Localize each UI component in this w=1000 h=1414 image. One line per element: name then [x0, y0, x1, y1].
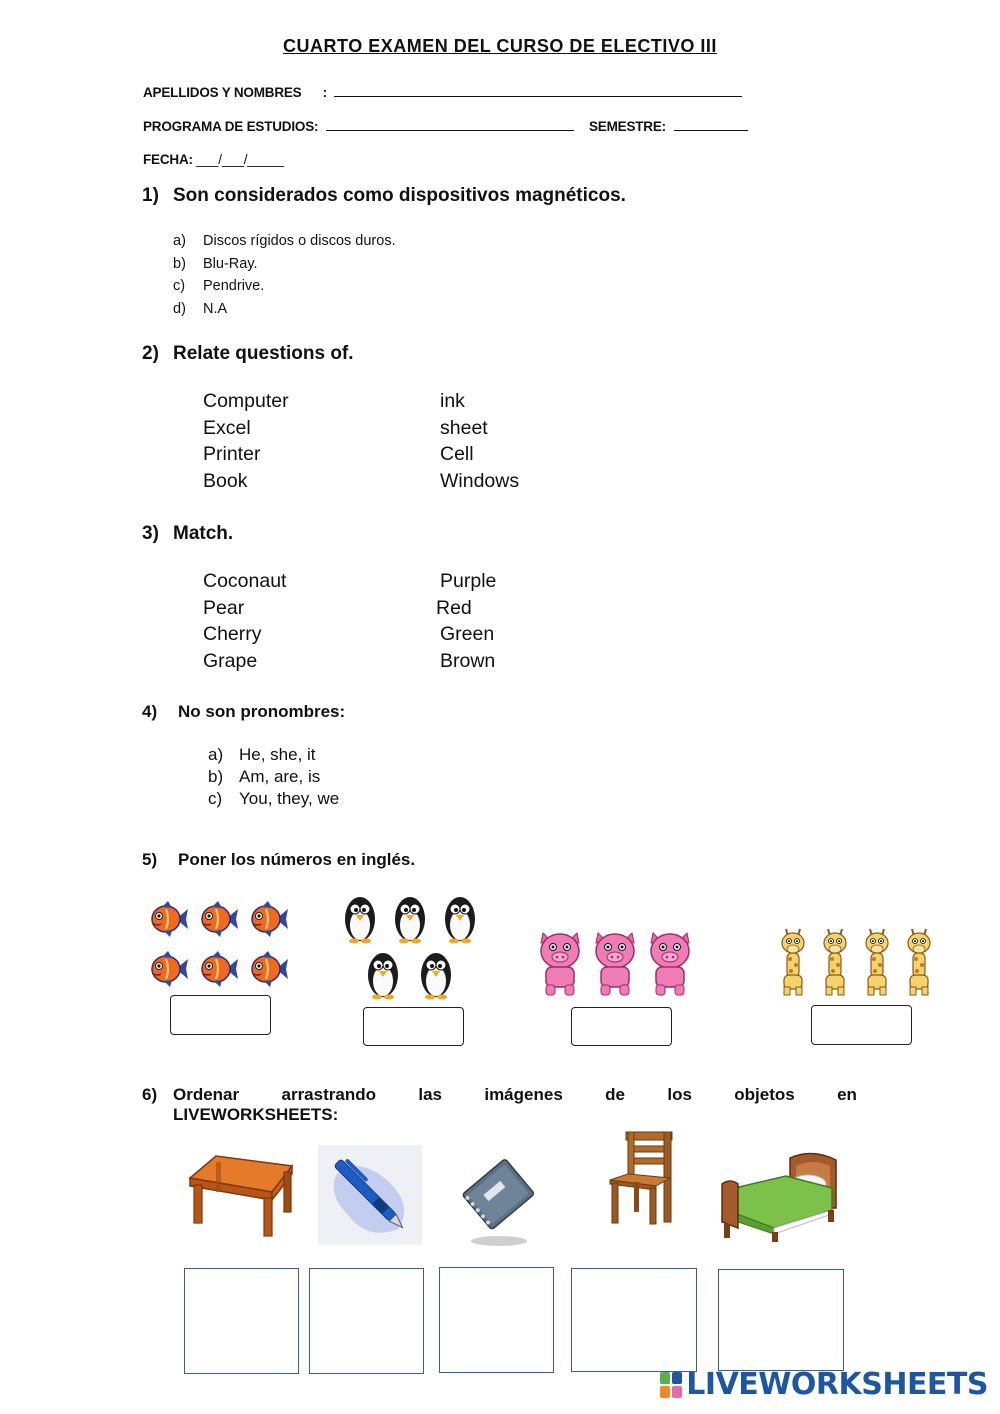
option-text: He, she, it	[239, 745, 316, 764]
question-3-text: Match.	[173, 523, 234, 544]
question-6-word: los	[667, 1085, 692, 1104]
match-left-item[interactable]: Grape	[203, 650, 258, 673]
program-field-row	[143, 118, 748, 134]
question-5-number: 5)	[142, 850, 158, 869]
question-3-right-column	[436, 568, 497, 675]
question-4	[142, 702, 345, 722]
drop-box-4[interactable]	[571, 1268, 697, 1372]
question-4-text: No son pronombres:	[178, 702, 346, 721]
option-text: Am, are, is	[239, 767, 321, 786]
notebook-image[interactable]	[447, 1145, 552, 1250]
drop-box-1[interactable]	[184, 1268, 299, 1374]
question-6-line-1	[173, 1085, 857, 1105]
semester-label: SEMESTRE:	[589, 119, 666, 134]
option-d[interactable]	[173, 298, 396, 321]
option-b[interactable]	[208, 766, 339, 788]
option-text: Blu-Ray.	[203, 255, 258, 272]
question-3-number: 3)	[142, 523, 159, 544]
match-left-item[interactable]: Cherry	[203, 623, 262, 646]
answer-box-fish[interactable]	[170, 995, 271, 1035]
match-right-item[interactable]: Windows	[440, 470, 520, 493]
match-left-item[interactable]: Book	[203, 470, 248, 493]
match-right-item[interactable]: Purple	[440, 570, 497, 592]
match-left-item[interactable]: Printer	[203, 443, 261, 466]
question-6	[142, 1085, 857, 1125]
option-a[interactable]	[173, 230, 396, 253]
option-letter: b)	[173, 255, 186, 272]
liveworksheets-logo-text: LIVEWORKSHEETS	[686, 1367, 988, 1402]
option-c[interactable]	[208, 788, 339, 810]
question-6-word: Ordenar	[173, 1085, 240, 1104]
names-label: APELLIDOS Y NOMBRES	[143, 85, 302, 100]
option-text: Discos rígidos o discos duros.	[203, 233, 396, 249]
semester-input-line[interactable]	[674, 118, 748, 131]
drop-box-2[interactable]	[309, 1268, 424, 1374]
chair-image[interactable]	[606, 1130, 676, 1226]
question-1-text: Son considerados como dispositivos magnéticos.	[173, 185, 626, 206]
question-5	[142, 850, 415, 870]
question-6-word: objetos	[734, 1085, 795, 1104]
giraffe-group-image	[776, 925, 940, 997]
date-blank[interactable]: ___/___/_____	[196, 152, 284, 167]
match-right-item[interactable]: ink	[440, 390, 465, 412]
option-letter: a)	[173, 233, 186, 249]
option-c[interactable]	[173, 275, 396, 298]
question-5-text: Poner los números en inglés.	[178, 850, 416, 869]
question-4-number: 4)	[142, 702, 158, 721]
answer-box-penguins[interactable]	[363, 1007, 464, 1046]
names-input-line[interactable]	[334, 84, 742, 97]
liveworksheets-logo-icon	[660, 1372, 682, 1398]
names-field-row	[143, 84, 742, 100]
pig-group-image	[535, 925, 695, 997]
option-a[interactable]	[208, 744, 339, 766]
date-field-row	[143, 152, 284, 167]
exam-title: CUARTO EXAMEN DEL CURSO DE ELECTIVO III	[283, 36, 717, 56]
question-1	[142, 185, 626, 207]
option-letter: c)	[208, 789, 223, 808]
question-6-word: imágenes	[484, 1085, 563, 1104]
option-letter: c)	[173, 278, 186, 294]
drop-box-5[interactable]	[718, 1269, 844, 1371]
answer-box-pigs[interactable]	[571, 1007, 672, 1046]
option-text: Pendrive.	[203, 278, 265, 294]
question-6-word: en	[837, 1085, 857, 1104]
question-6-line-2: LIVEWORKSHEETS:	[173, 1105, 339, 1124]
match-left-item[interactable]: Coconaut	[203, 570, 287, 592]
question-2	[142, 343, 354, 365]
question-2-number: 2)	[142, 343, 159, 364]
question-3-left-column	[203, 568, 286, 675]
match-right-item[interactable]: Green	[440, 623, 495, 646]
penguin-group-image	[342, 893, 482, 1005]
question-3	[142, 523, 233, 545]
names-colon: :	[322, 85, 327, 100]
question-2-right-column	[440, 388, 519, 495]
fish-group-image	[148, 895, 298, 995]
option-text: You, they, we	[239, 789, 340, 808]
option-letter: b)	[208, 767, 224, 786]
match-right-item[interactable]: Brown	[440, 650, 496, 673]
option-letter: d)	[173, 300, 186, 317]
question-1-number: 1)	[142, 185, 159, 206]
question-6-number: 6)	[142, 1085, 158, 1104]
question-6-word: las	[418, 1085, 442, 1104]
bed-image[interactable]	[720, 1148, 844, 1244]
match-right-item[interactable]: sheet	[440, 416, 488, 439]
question-1-options	[173, 230, 396, 320]
match-right-item[interactable]: Cell	[440, 443, 474, 466]
match-left-item[interactable]: Excel	[203, 416, 251, 439]
question-6-word: de	[605, 1085, 625, 1104]
program-input-line[interactable]	[326, 118, 574, 131]
answer-box-giraffes[interactable]	[811, 1005, 912, 1045]
date-label: FECHA:	[143, 152, 193, 167]
question-2-left-column	[203, 388, 289, 495]
option-b[interactable]	[173, 253, 396, 276]
question-6-word: arrastrando	[281, 1085, 376, 1104]
question-4-options	[208, 744, 339, 810]
question-2-text: Relate questions of.	[173, 343, 354, 364]
pen-image[interactable]	[318, 1145, 422, 1245]
option-letter: a)	[208, 745, 224, 764]
table-image[interactable]	[186, 1152, 294, 1240]
option-text: N.A	[203, 300, 228, 317]
match-left-item[interactable]: Pear	[203, 596, 245, 619]
match-right-item[interactable]: Red	[436, 596, 472, 619]
liveworksheets-logo	[660, 1367, 988, 1402]
program-label: PROGRAMA DE ESTUDIOS:	[143, 119, 319, 134]
match-left-item[interactable]: Computer	[203, 390, 289, 412]
drop-box-3[interactable]	[439, 1267, 554, 1373]
